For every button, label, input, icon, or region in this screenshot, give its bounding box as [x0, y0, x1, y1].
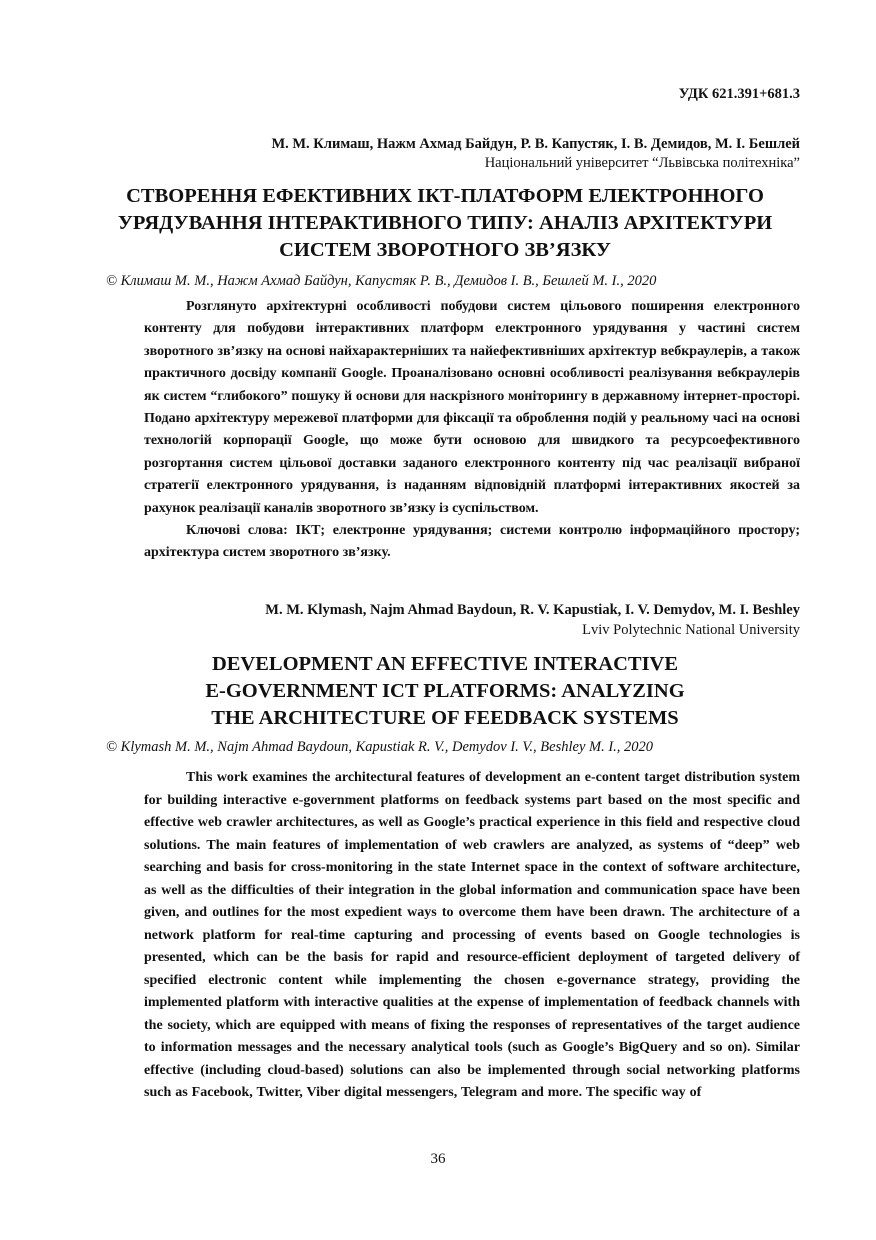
title-ua-line: УРЯДУВАННЯ ІНТЕРАКТИВНОГО ТИПУ: АНАЛІЗ АРХІТЕКТУРИ: [117, 212, 773, 234]
abstract-en: [144, 767, 800, 1105]
keywords-ua: Ключові слова: ІКТ; електронне урядування; системи контролю інформаційного простору; архітектура систем зворотного зв’язку.: [144, 523, 800, 561]
abstract-en-text: This work examines the architectural features of development an e-content target distribution system for building interactive e-government platforms on feedback systems part based on the most specific and effective web crawler architectures, as well as Google’s practical experience in this field and respective cloud solutions. The main features of implementation of web crawlers are analyzed, as systems of “deep” web searching and basis for cross-monitoring in the state Internet space in the context of software architecture, as well as the difficulties of their integration in the global information and communication space have been given, and outlines for the most expedient ways to overcome them have been drawn. The architecture of a network platform for real-time capturing and processing of events based on Google technologies is presented, which can be the basis for rapid and resource-efficient deployment of targeted delivery of specified electronic content while implementing the chosen e-governance strategy, providing the implemented platform with interactive qualities at the expense of implementation of feedback channels with the society, which are equipped with means of fixing the responses of representatives of the target audience to information messages and the necessary analytical tools (such as Google’s BigQuery and so on). Similar effective (including cloud-based) solutions can also be implemented through social networking platforms such as Facebook, Twitter, Viber digital messengers, Telegram and more. The specific way of: [144, 770, 800, 1100]
authors-ua: М. М. Климаш, Нажм Ахмад Байдун, Р. В. Капустяк, І. В. Демидов, М. І. Бешлей: [271, 136, 800, 152]
title-en-line: DEVELOPMENT AN EFFECTIVE INTERACTIVE: [211, 653, 679, 675]
abstract-ua: [144, 296, 800, 565]
page-number: 36: [430, 1151, 446, 1167]
title-en-line: E-GOVERNMENT ICT PLATFORMS: ANALYZING: [205, 680, 685, 702]
udc-code: УДК 621.391+681.3: [678, 86, 800, 102]
title-ua: [100, 183, 790, 264]
affiliation-ua: Національний університет “Львівська політехніка”: [484, 155, 800, 171]
abstract-ua-text: Розглянуто архітектурні особливості побудови систем цільового поширення електронного контенту для побудови інтерактивних платформ електронного урядування у частині систем зворотного зв’язку на основі найхарактерніших та найефективніших архітектур вебкраулерів, а також практичного досвіду компанії Google. Проаналізовано основні особливості реалізування вебкраулерів як систем “глибокого” пошуку й основи для наскрізного моніторингу в державному інтернет-просторі. Подано архітектуру мережевої платформи для фіксації та оброблення подій у реальному часі на основі технологій корпорації Google, що може бути основою для швидкого та ресурсоефективного розгортання систем цільової доставки заданого електронного контенту під час реалізації вибраної стратегії електронного урядування, із наданням відповідній платформі інтерактивних якостей за рахунок реалізації каналів зворотного зв’язку із суспільством.: [144, 299, 800, 516]
title-ua-line: СИСТЕМ ЗВОРОТНОГО ЗВ’ЯЗКУ: [279, 239, 611, 261]
title-en: [100, 651, 790, 732]
affiliation-en: Lviv Polytechnic National University: [582, 622, 800, 638]
copyright-en: © Klymash M. M., Najm Ahmad Baydoun, Kapustiak R. V., Demydov I. V., Beshley M. I., 2020: [106, 739, 654, 755]
title-ua-line: СТВОРЕННЯ ЕФЕКТИВНИХ ІКТ-ПЛАТФОРМ ЕЛЕКТРОННОГО: [126, 185, 764, 207]
copyright-ua: © Климаш М. М., Нажм Ахмад Байдун, Капустяк Р. В., Демидов І. В., Бешлей М. І., 2020: [106, 273, 657, 289]
authors-en: M. M. Klymash, Najm Ahmad Baydoun, R. V. Kapustiak, I. V. Demydov, M. I. Beshley: [265, 602, 800, 618]
title-en-line: THE ARCHITECTURE OF FEEDBACK SYSTEMS: [211, 707, 679, 729]
